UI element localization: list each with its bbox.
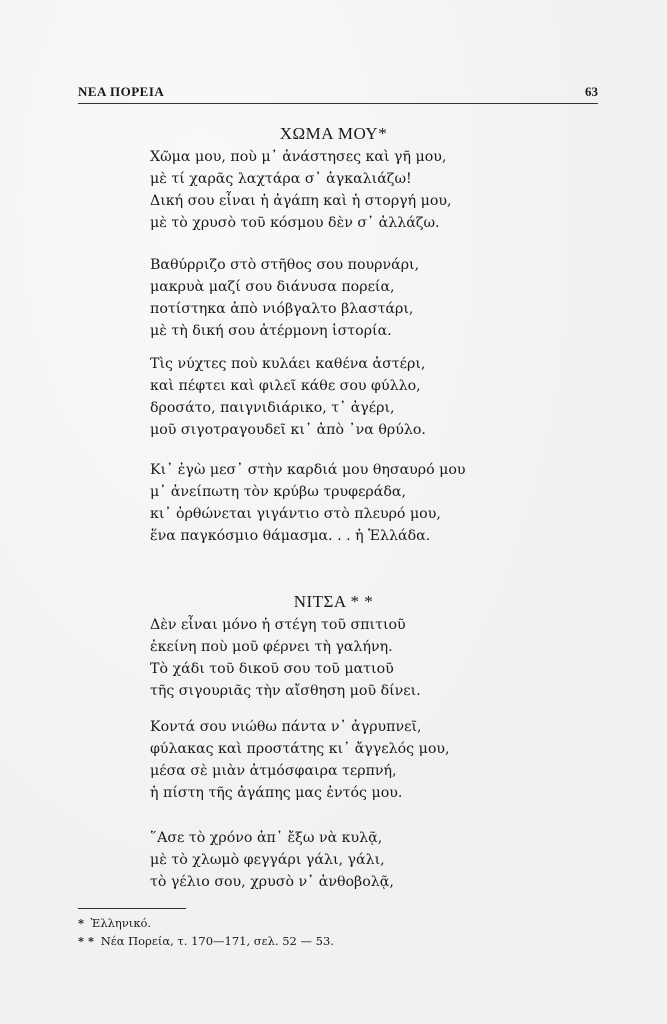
verse-line: Τὶς νύχτες ποὺ κυλάει καθένα ἀστέρι,	[150, 356, 426, 372]
footnote-marker: * *	[78, 934, 95, 948]
verse-line: μ᾿ ἀνείπωτη τὸν κρύβω τρυφεράδα,	[150, 484, 406, 500]
poem-title-nitsa: ΝΙΤΣΑ * *	[293, 592, 374, 611]
verse-line: δροσάτο, παιγνιδιάρικο, τ᾿ ἀγέρι,	[150, 400, 395, 416]
poem1-stanza-4	[150, 459, 610, 547]
poem2-stanza-2	[150, 716, 610, 804]
verse-line: ἐκείνη ποὺ μοῦ φέρνει τὴ γαλήνη.	[150, 639, 393, 655]
running-head	[78, 84, 598, 102]
header-rule	[78, 103, 598, 104]
footnote-text: Νέα Πορεία, τ. 170—171, σελ. 52 — 53.	[100, 934, 334, 948]
verse-line: ῞Ασε τὸ χρόνο ἀπ᾿ ἔξω νὰ κυλᾷ,	[150, 830, 383, 846]
verse-line: Δὲν εἶναι μόνο ἡ στέγη τοῦ σπιτιοῦ	[150, 617, 406, 633]
footnote-text: Ἑλληνικό.	[90, 916, 152, 930]
page-number: 63	[585, 84, 598, 99]
poem2-stanza-3	[150, 827, 610, 893]
footnotes	[78, 914, 578, 950]
poem-title-xoma-mou: ΧΩΜΑ ΜΟΥ*	[279, 124, 388, 143]
verse-line: ἕνα παγκόσμιο θάμασμα. . . ἡ Ἑλλάδα.	[150, 528, 431, 544]
verse-line: Δική σου εἶναι ἡ ἀγάπη καὶ ἡ στοργή μου,	[150, 193, 452, 209]
poem1-stanza-1	[150, 146, 610, 234]
verse-line: ἡ πίστη τῆς ἀγάπης μας ἐντός μου.	[150, 785, 403, 801]
verse-line: Βαθύρριζο στὸ στῆθος σου πουρνάρι,	[150, 257, 420, 273]
verse-line: τῆς σιγουριᾶς τὴν αἴσθηση μοῦ δίνει.	[150, 683, 421, 699]
poem2-stanza-1	[150, 614, 610, 702]
verse-line: φύλακας καὶ προστάτης κι᾿ ἄγγελός μου,	[150, 741, 450, 757]
verse-line: Χῶμα μου, ποὺ μ᾿ ἀνάστησες καὶ γῆ μου,	[150, 149, 447, 165]
verse-line: μὲ τί χαρᾶς λαχτάρα σ᾿ ἀγκαλιάζω!	[150, 171, 412, 187]
footnote-1	[78, 914, 578, 932]
verse-line: Τὸ χάδι τοῦ δικοῦ σου τοῦ ματιοῦ	[150, 661, 394, 677]
verse-line: Κι᾿ ἐγὼ μεσ᾿ στὴν καρδιά μου θησαυρό μου	[150, 462, 466, 478]
verse-line: τὸ γέλιο σου, χρυσὸ ν᾿ ἀνθοβολᾷ,	[150, 874, 394, 890]
verse-line: μοῦ σιγοτραγουδεῖ κι᾿ ἀπὸ ᾿να θρύλο.	[150, 422, 426, 438]
verse-line: μὲ τὴ δική σου ἀτέρμονη ἱστορία.	[150, 323, 392, 339]
journal-name: ΝΕΑ ΠΟΡΕΙΑ	[78, 84, 165, 99]
footnote-2	[78, 932, 578, 950]
verse-line: κι᾿ ὀρθώνεται γιγάντιο στὸ πλευρό μου,	[150, 506, 441, 522]
verse-line: μέσα σὲ μιὰν ἀτμόσφαιρα τερπνή,	[150, 763, 397, 779]
verse-line: ποτίστηκα ἀπὸ νιόβγαλτο βλαστάρι,	[150, 301, 414, 317]
poem1-stanza-2	[150, 254, 610, 342]
verse-line: μακρυὰ μαζί σου διάνυσα πορεία,	[150, 279, 395, 295]
verse-line: μὲ τὸ χρυσὸ τοῦ κόσμου δὲν σ᾿ ἀλλάζω.	[150, 215, 440, 231]
footnote-rule	[78, 908, 186, 909]
poem1-stanza-3	[150, 353, 610, 441]
verse-line: καὶ πέφτει καὶ φιλεῖ κάθε σου φύλλο,	[150, 378, 421, 394]
verse-line: Κοντά σου νιώθω πάντα ν᾿ ἀγρυπνεῖ,	[150, 719, 422, 735]
verse-line: μὲ τὸ χλωμὸ φεγγάρι γάλι, γάλι,	[150, 852, 385, 868]
footnote-marker: *	[78, 916, 85, 930]
